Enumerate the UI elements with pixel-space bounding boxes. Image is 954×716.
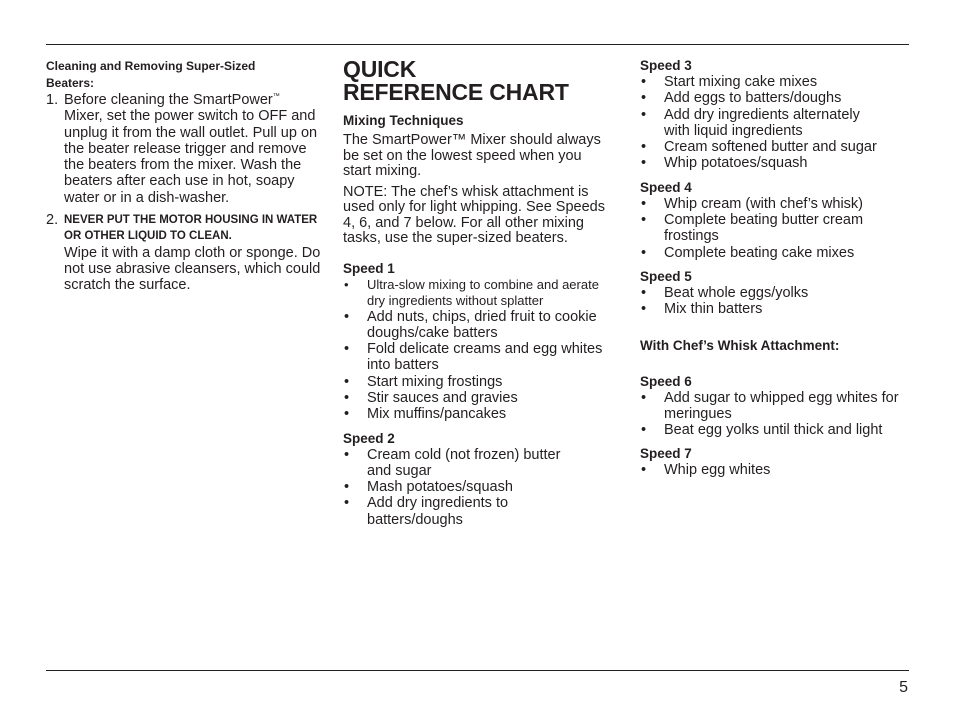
step-number: 2. bbox=[46, 212, 59, 229]
list-item: • Whip potatoes/squash bbox=[640, 155, 902, 171]
speed-1-block bbox=[343, 261, 611, 423]
list-item: • Ultra-slow mixing to combine and aerate dry ingredients without splatter bbox=[343, 277, 611, 309]
speed-3-block bbox=[640, 58, 902, 172]
speed-1-list bbox=[343, 277, 611, 423]
cleaning-heading-line2: Beaters: bbox=[46, 76, 95, 90]
whisk-attachment-heading: With Chef’s Whisk Attachment: bbox=[640, 337, 840, 353]
list-item: • Whip cream (with chef’s whisk) bbox=[640, 196, 902, 212]
page-number: 5 bbox=[899, 679, 908, 696]
cleaning-section bbox=[46, 58, 322, 294]
top-rule bbox=[46, 44, 909, 45]
list-item: • Add dry ingredients alternately with liquid ingredients bbox=[640, 107, 902, 140]
reference-column-3 bbox=[640, 58, 902, 487]
step-text: Wipe it with a damp cloth or sponge. Do not use abrasive cleansers, which could scratch the surface. bbox=[64, 244, 321, 294]
list-item: • Whip egg whites bbox=[640, 462, 902, 478]
list-item: • Fold delicate creams and egg whites into batters bbox=[343, 341, 611, 374]
cleaning-heading-line1: Cleaning and Removing Super-Sized bbox=[46, 59, 256, 73]
list-item: • Beat whole eggs/yolks bbox=[640, 285, 902, 301]
list-item: • Add dry ingredients to batters/doughs bbox=[343, 495, 611, 528]
speed-title: Speed 1 bbox=[343, 260, 395, 276]
speed-title: Speed 5 bbox=[640, 268, 692, 284]
mixing-techniques-heading: Mixing Techniques bbox=[343, 113, 464, 128]
speed-7-block bbox=[640, 446, 902, 478]
cleaning-steps bbox=[46, 92, 322, 294]
speed-title: Speed 7 bbox=[640, 446, 692, 462]
title-line1: QUICK bbox=[343, 56, 417, 82]
intro-paragraph: The SmartPower™ Mixer should always be set on the lowest speed when you start mixing. bbox=[343, 132, 601, 179]
list-item: • Complete beating butter cream frostings bbox=[640, 212, 902, 245]
speed-title: Speed 3 bbox=[640, 58, 692, 73]
speed-4-block bbox=[640, 180, 902, 261]
list-item: • Add sugar to whipped egg whites for meringues bbox=[640, 390, 902, 423]
note-paragraph: NOTE: The chef’s whisk attachment is used only for light whipping. See Speeds 4, 6, and 7 below. For all other mixing tasks, use the super-sized beaters. bbox=[343, 183, 605, 246]
list-item: • Add eggs to batters/doughs bbox=[640, 90, 902, 106]
warning-caps: NEVER PUT THE MOTOR HOUSING IN WATER OR OTHER LIQUID TO CLEAN. bbox=[64, 214, 318, 243]
list-item: • Mix muffins/pancakes bbox=[343, 406, 611, 422]
cleaning-step-2 bbox=[46, 212, 322, 293]
trademark-symbol: ™ bbox=[272, 93, 280, 100]
list-item: • Mash potatoes/squash bbox=[343, 479, 611, 495]
speed-5-list bbox=[640, 285, 902, 318]
list-item: • Cream softened butter and sugar bbox=[640, 139, 902, 155]
list-item: • Add nuts, chips, dried fruit to cookie doughs/cake batters bbox=[343, 309, 611, 342]
speed-6-list bbox=[640, 390, 902, 439]
step-text: Before cleaning the SmartPower bbox=[64, 92, 273, 108]
speed-4-list bbox=[640, 196, 902, 261]
reference-column-2 bbox=[343, 58, 611, 536]
speed-2-list bbox=[343, 447, 611, 528]
list-item: • Start mixing cake mixes bbox=[640, 74, 902, 90]
speed-title: Speed 4 bbox=[640, 179, 692, 195]
speed-title: Speed 6 bbox=[640, 373, 692, 389]
title-line2: REFERENCE CHART bbox=[343, 79, 569, 105]
step-number: 1. bbox=[46, 92, 59, 108]
speed-2-block bbox=[343, 431, 611, 528]
speed-5-block bbox=[640, 269, 902, 318]
list-item: • Start mixing frostings bbox=[343, 374, 611, 390]
bottom-rule bbox=[46, 670, 909, 671]
cleaning-heading bbox=[46, 58, 322, 92]
page-title bbox=[343, 58, 611, 104]
speed-3-list bbox=[640, 74, 902, 172]
list-item: • Complete beating cake mixes bbox=[640, 245, 902, 261]
speed-title: Speed 2 bbox=[343, 430, 395, 446]
list-item: • Stir sauces and gravies bbox=[343, 390, 611, 406]
list-item: • Beat egg yolks until thick and light bbox=[640, 422, 902, 438]
list-item: • Cream cold (not frozen) butter and sugar bbox=[343, 447, 611, 480]
step-text-cont: Mixer, set the power switch to OFF and unplug it from the wall outlet. Pull up on the beater release trigger and remove the beaters from the mixer. Wash the beaters after each use in hot, soapy water or in a dish-washer. bbox=[64, 108, 318, 206]
cleaning-step-1 bbox=[46, 92, 322, 206]
speed-6-block bbox=[640, 374, 902, 439]
list-item: • Mix thin batters bbox=[640, 301, 902, 317]
speed-7-list bbox=[640, 462, 902, 478]
